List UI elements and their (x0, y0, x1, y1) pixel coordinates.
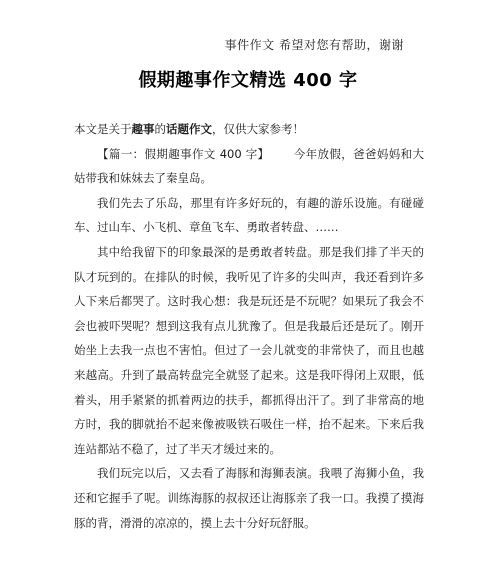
intro-paragraph (74, 117, 424, 142)
page-title: 假期趣事作文精选 400 字 (138, 70, 358, 91)
paragraph-2: 我们先去了乐岛，那里有许多好玩的，有趣的游乐设施。有碰碰车、过山车、小飞机、章鱼飞车、勇敢者转盘、…… (74, 195, 424, 235)
intro-prefix: 本文是关于 (74, 122, 132, 136)
header-note: 事件作文 希望对您有帮助，谢谢 (224, 38, 404, 52)
intro-suffix: ，仅供大家参考！ (212, 122, 304, 136)
paragraph-4: 我们玩完以后，又去看了海豚和海狮表演。我喂了海狮小鱼，我还和它握手了呢。训练海豚的叔叔还让海豚亲了我一口。我摸了摸海豚的背，滑滑的凉凉的，摸上去十分好玩舒服。 (74, 466, 424, 530)
intro-mid: 的 (154, 122, 166, 136)
intro-keyword-essay: 话题作文 (166, 122, 212, 136)
intro-keyword-topic: 趣事 (131, 122, 155, 136)
paragraph-1-text: 今年放假，爸爸妈妈和大姑带我和妹妹去了秦皇岛。 (74, 146, 424, 186)
paragraph-1 (74, 142, 424, 191)
article-body (74, 117, 424, 535)
paragraph-3: 其中给我留下的印象最深的是勇敢者转盘。那是我们排了半天的队才玩到的。在排队的时候，我听见了许多的尖叫声，我还看到许多人下来后都哭了。这时我心想：我是玩还是不玩呢？如果玩了我会不会也被吓哭呢？想到这我有点儿犹豫了。但是我最后还是玩了。刚开始坐上去我一点也不害怕。但过了一会儿就变的非常快了，而且也越来越高。升到了最高转盘完全就竖了起来。这是我吓得闭上双眼，低着头，用手紧紧的抓着两边的扶手，都抓得出汗了。到了非常高的地方时，我的脚就抬不起来像被吸铁石吸住一样，抬不起来。下来后我连站都站不稳了，过了半天才缓过来的。 (74, 244, 424, 456)
essay-section-label: 【篇一：假期趣事作文 400 字】 (97, 146, 270, 161)
